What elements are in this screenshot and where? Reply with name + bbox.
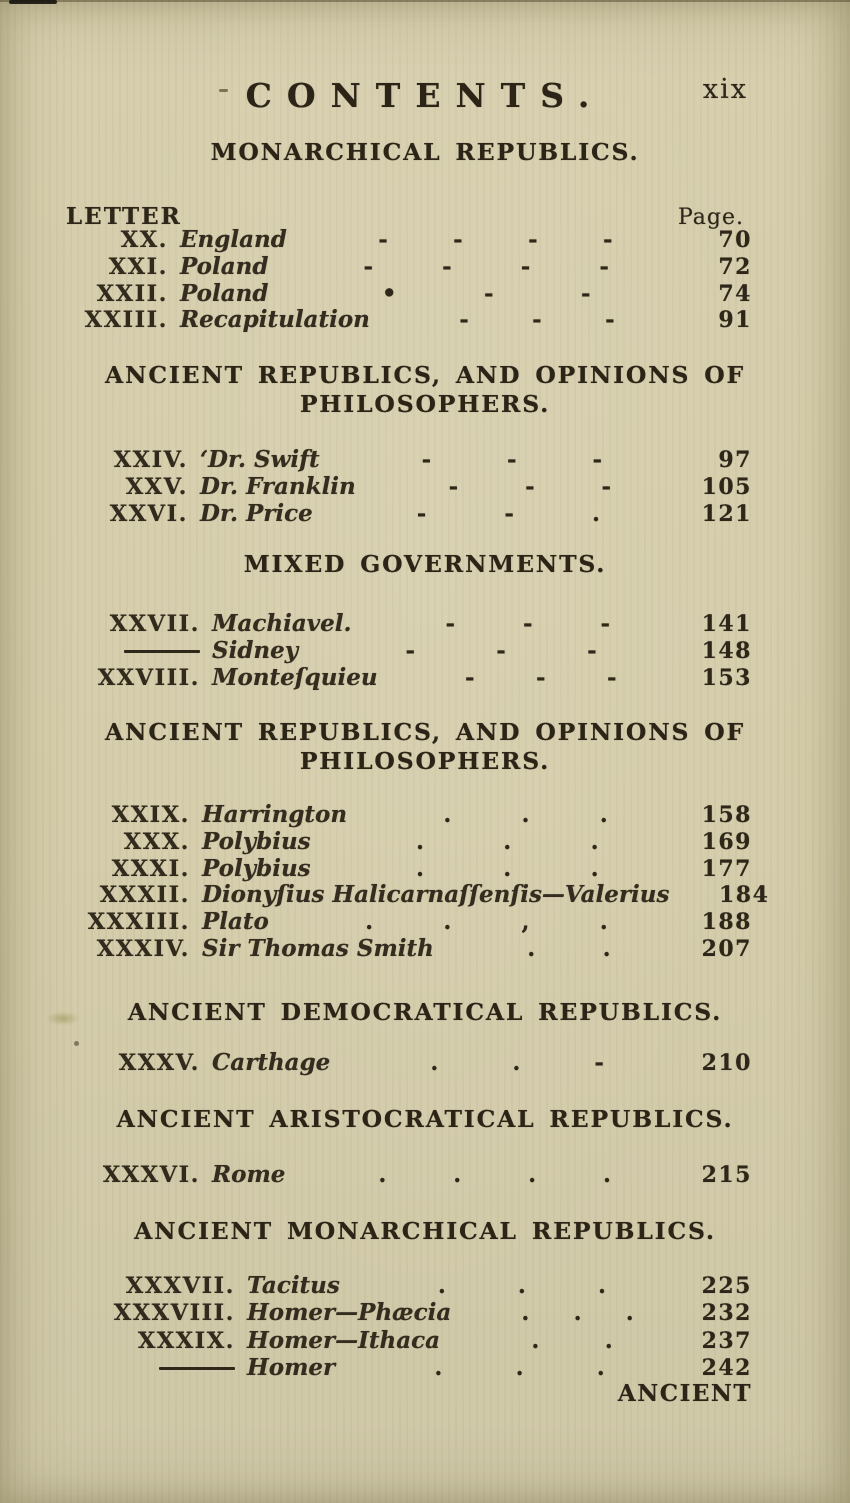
row-leaders [287,226,696,253]
heading-line: ANCIENT REPUBLICS, AND OPINIONS OF [105,361,745,389]
row-letter-numeral: XXXII. [99,882,190,909]
leader-mark: - [442,252,452,280]
leader-mark: - [594,1049,604,1076]
row-leaders [378,664,696,691]
continuation-dash [159,1367,235,1370]
row-title: Polybius [202,827,311,855]
row-letter-numeral: XXXIV. [96,935,190,962]
letter-column-label: LETTER [66,203,182,230]
section-heading-democratical: ANCIENT DEMOCRATICAL REPUBLICS. [127,998,723,1026]
heading-line: ANCIENT REPUBLICS, AND OPINIONS OF [105,718,745,746]
toc-section-rows [60,801,770,962]
row-page-number: 225 [701,1273,752,1299]
leader-mark: . [590,854,599,882]
leader-mark: - [580,279,591,307]
page-column-label: Page. [677,205,744,230]
row-leaders [440,1327,696,1354]
row-title: Rome [212,1161,286,1188]
row-leaders [335,1354,696,1381]
leader-mark: . [521,801,530,828]
row-leaders [269,908,696,935]
leader-mark: . [503,827,512,855]
toc-row [60,881,770,909]
row-letter-numeral: XXV. [125,473,188,500]
leader-mark: . [521,1299,530,1327]
toc-section-rows [60,1161,752,1188]
leader-mark: - [520,252,531,280]
heading-line: PHILOSOPHERS. [299,390,551,418]
leader-mark: . [517,1272,526,1299]
leader-mark: . [443,801,452,828]
leader-mark: . [527,934,536,962]
row-page-number: 121 [701,500,752,527]
row-page-number: 188 [701,909,752,936]
row-title: Plato [202,908,269,936]
toc-row [60,500,752,527]
row-page-number: 105 [701,473,752,500]
leader-mark: - [507,446,517,473]
row-page-number: 215 [701,1162,752,1188]
toc-row [60,664,752,691]
section-heading-monarchical: MONARCHICAL REPUBLICS. [210,138,640,166]
leader-mark: . [503,854,512,882]
leader-mark: - [421,446,432,473]
toc-row [60,1049,752,1076]
row-title: Dr. Price [200,499,313,527]
leader-mark: . [599,908,608,936]
row-page-number: 237 [701,1327,752,1354]
leader-mark: - [405,636,415,664]
toc-row [60,828,752,855]
leader-mark: . [591,499,600,527]
row-leaders [320,446,696,473]
row-page-number: 242 [701,1355,752,1382]
row-page-number: 97 [718,447,752,473]
leader-mark: - [416,499,427,527]
leader-mark: - [445,610,455,637]
row-leaders [311,828,696,855]
row-title: Poland [180,279,269,307]
row-letter-numeral: XX. [120,227,168,253]
row-page-number: 74 [718,280,752,307]
row-letter-numeral: XXXIII. [87,909,190,936]
leader-mark: . [430,1049,439,1076]
toc-row [60,801,752,828]
section-heading-mixed-governments: MIXED GOVERNMENTS. [243,550,607,578]
row-page-number: 177 [701,855,752,882]
toc-row [60,306,752,333]
row-title: Harrington [202,801,348,828]
leader-mark: . [625,1299,634,1327]
leader-mark: . [437,1272,446,1299]
row-letter-numeral: XXVIII. [97,664,200,691]
leader-mark: . [573,1299,582,1327]
row-letter-numeral: XXXVIII. [113,1300,235,1327]
leader-mark: • [381,279,397,307]
leader-mark: . [604,1326,613,1354]
row-leaders [451,1299,696,1326]
toc-row [60,253,752,280]
leader-mark: - [378,226,388,253]
row-letter-numeral [60,638,200,664]
row-page-number: 184 [719,882,770,909]
leader-mark: - [448,472,459,500]
continuation-dash [124,650,200,653]
folio-number: xix [702,74,748,105]
leader-mark: - [363,252,374,280]
leader-mark: . [434,1354,443,1382]
toc-section-rows [60,1272,752,1382]
toc-row [60,935,752,962]
section-heading-ancient-republics-2 [25,718,825,776]
toc-row [60,610,752,637]
row-letter-numeral: XXXIX. [137,1327,235,1354]
row-title: Homer [247,1354,336,1382]
leader-mark: . [528,1161,537,1188]
leader-mark: . [596,1354,605,1382]
toc-row [60,1272,752,1299]
row-leaders [285,1161,696,1188]
row-leaders [434,935,696,962]
leader-mark: . [515,1354,524,1382]
leader-mark: - [600,610,611,637]
row-letter-numeral [60,1355,235,1381]
toc-section-rows [60,610,752,690]
leader-mark: - [603,226,613,253]
row-letter-numeral: XXX. [123,828,190,855]
row-letter-numeral: XXXI. [111,855,190,882]
leader-mark: - [484,279,494,307]
leader-mark: - [601,472,612,500]
row-leaders [311,855,696,882]
row-title: Homer—Ithaca [247,1326,441,1354]
row-title: Tacitus [247,1272,340,1299]
toc-row [60,473,752,500]
leader-mark: - [459,306,469,334]
row-letter-numeral: XXIV. [113,447,188,473]
leader-mark: . [597,1272,606,1299]
row-title: Recapitulation [180,306,370,334]
row-title: Monteſquieu [212,663,378,691]
toc-row [60,280,752,307]
row-title: Homer—Phæcia [247,1299,452,1327]
heading-line: PHILOSOPHERS. [299,747,551,775]
row-leaders [340,1272,696,1299]
row-title: Carthage [212,1049,331,1076]
catchword: ANCIENT [617,1380,752,1407]
leader-mark: - [587,636,597,664]
leader-mark: - [532,306,542,334]
leader-mark: - [606,663,617,691]
toc-row [60,855,752,882]
row-title: Sidney [212,636,299,664]
toc-row [60,637,752,664]
row-page-number: 141 [701,611,752,637]
row-leaders [356,473,696,500]
row-title: England [180,226,287,253]
row-page-number: 158 [701,802,752,828]
toc-row [60,1327,752,1354]
leader-mark: - [522,610,533,637]
leader-mark: . [365,908,374,936]
leader-mark: . [415,854,424,882]
row-title: Sir Thomas Smith [202,934,434,962]
leader-mark: - [592,446,603,473]
row-leaders [330,1049,696,1076]
row-title: Machiavel. [212,610,352,637]
leader-mark: , [521,908,530,936]
row-letter-numeral: XXVI. [109,500,188,527]
row-page-number: 232 [701,1300,752,1327]
ink-speck [74,1041,79,1046]
row-title: Polybius [202,854,311,882]
row-page-number: 72 [718,253,752,280]
leader-mark: - [599,252,609,280]
row-leaders [370,306,696,333]
leader-mark: . [590,827,599,855]
leader-mark: . [512,1049,521,1076]
leader-mark: - [465,663,475,691]
leader-mark: - [504,499,514,527]
leader-mark: . [415,827,424,855]
row-leaders [268,280,696,307]
row-letter-numeral: XXIII. [84,307,168,334]
toc-row [60,1299,752,1326]
toc-section-rows [60,226,752,333]
leader-mark: . [443,908,452,936]
row-letter-numeral: XXIX. [111,802,190,828]
leader-mark: . [453,1161,462,1188]
row-page-number: 210 [701,1050,752,1076]
row-leaders [347,801,696,828]
row-leaders [268,253,696,280]
row-letter-numeral: XXII. [96,280,168,307]
toc-row [60,446,752,473]
row-letter-numeral: XXXVII. [125,1273,235,1299]
section-heading-ancient-monarchical: ANCIENT MONARCHICAL REPUBLICS. [134,1217,716,1245]
row-leaders [351,610,696,637]
section-heading-aristocratical: ANCIENT ARISTOCRATICAL REPUBLICS. [116,1105,734,1133]
row-letter-numeral: XXXVI. [102,1162,200,1188]
leader-mark: - [528,226,538,253]
leader-mark: . [599,801,608,828]
row-page-number: 91 [718,307,752,334]
row-page-number: 207 [701,935,752,962]
leader-mark: . [378,1161,387,1188]
leader-mark: - [496,636,506,664]
row-page-number: 153 [701,664,752,691]
toc-row [60,908,752,935]
leader-mark: . [603,1161,612,1188]
leader-mark: - [605,306,615,334]
row-leaders [298,637,696,664]
toc-section-rows [60,446,752,526]
row-page-number: 70 [718,227,752,253]
leader-mark: . [602,934,611,962]
leader-mark: - [453,226,463,253]
row-title: Dionyſius Halicarnaſſenſis—Valerius [202,881,670,909]
leader-mark: - [525,472,535,500]
row-page-number: 169 [701,828,752,855]
toc-row [60,226,752,253]
toc-row [60,1354,752,1381]
row-page-number: 148 [701,637,752,664]
row-title: Poland [180,252,269,280]
row-title: Dr. Franklin [200,472,356,500]
leader-mark: . [531,1326,540,1354]
leader-mark: - [536,663,546,691]
row-letter-numeral: XXVII. [109,611,200,637]
row-leaders [313,500,696,527]
toc-row [60,1161,752,1188]
section-heading-ancient-republics-1 [25,361,825,419]
row-letter-numeral: XXI. [108,253,168,280]
row-title: ‘Dr. Swift [200,446,320,473]
toc-section-rows [60,1049,752,1076]
ink-stain-top-left [9,0,57,4]
page-top-edge-shadow [0,0,850,2]
row-letter-numeral: XXXV. [118,1050,200,1076]
page-title: CONTENTS. [245,76,605,115]
